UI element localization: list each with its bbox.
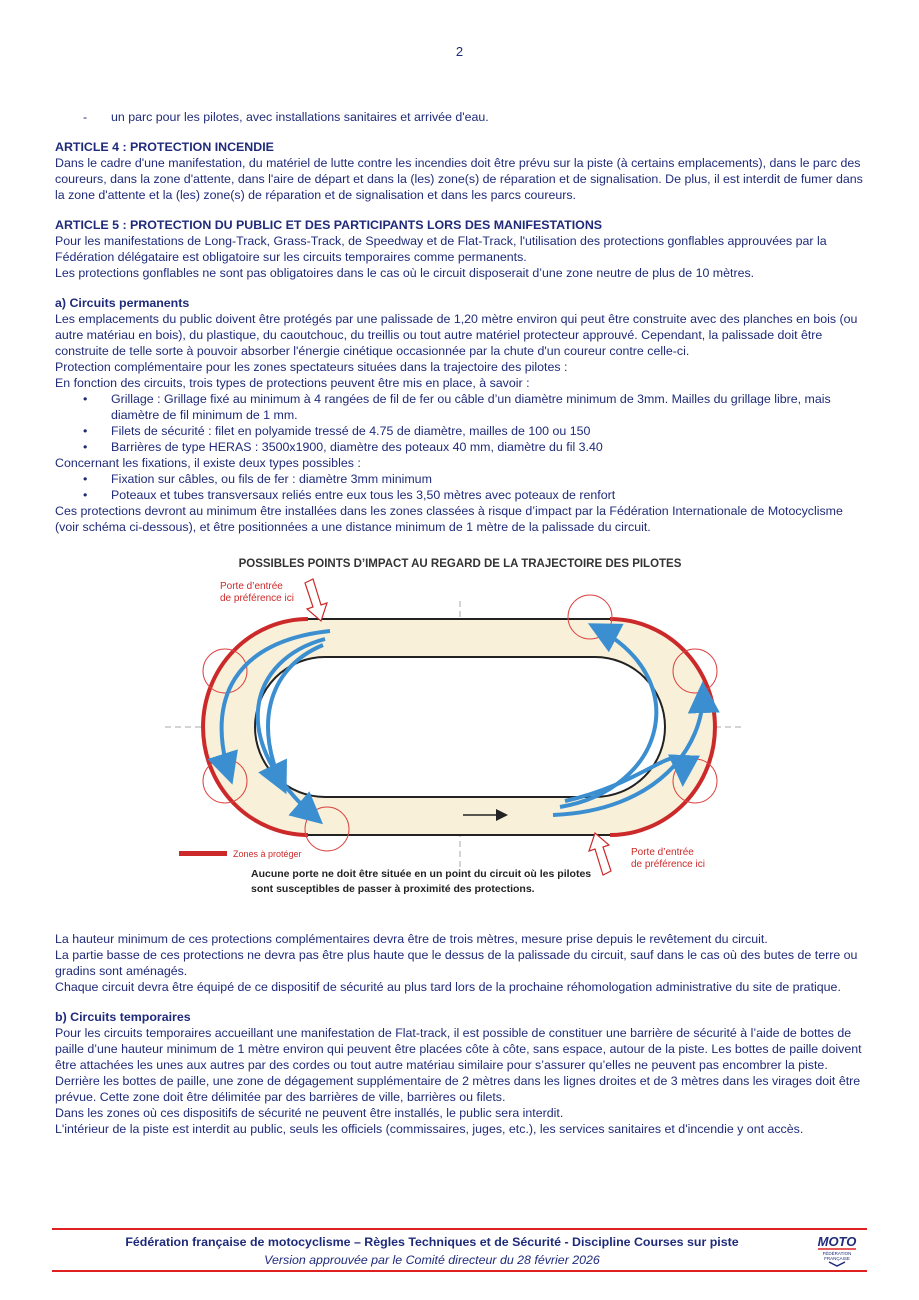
list-item-text: Barrières de type HERAS : 3500x1900, diamètre des poteaux 40 mm, diamètre du fil 3.40 [111,440,603,454]
footer-title: Fédération française de motocyclisme – Règles Techniques et de Sécurité - Discipline Courses sur piste [125,1235,739,1249]
list-item-text: un parc pour les pilotes, avec installations sanitaires et arrivée d'eau. [111,110,489,124]
legend-swatch [179,851,227,856]
footer-subtitle: Version approuvée par le Comité directeur du 28 février 2026 [264,1253,600,1267]
track-impact-diagram [55,549,865,931]
list-item [55,391,865,423]
legend-label: Zones à protéger [233,849,302,859]
section-a-after-paragraph: La partie basse de ces protections ne devra pas être plus haute que le dessus de la palissade du circuit, sauf dans le cas où des butes de terre ou gradins sont aménagés. [55,948,858,978]
section-b-paragraph: L'intérieur de la piste est interdit au public, seuls les officiels (commissaires, juges, etc.), les services sanitaires et d'incendie y ont accès. [55,1122,804,1136]
figure-title: POSSIBLES POINTS D’IMPACT AU REGARD DE LA TRAJECTOIRE DES PILOTES [238,558,682,570]
bullet-marker: • [83,488,88,502]
section-a-paragraph: Ces protections devront au minimum être installées dans les zones classées à risque d’impact par la Fédération Internationale de Motocyclisme (voir schéma ci-dessous), et être positionnées a une distance minimum de 1 mètre de la palissade du circuit. [55,504,843,534]
ffm-logo [812,1233,862,1269]
entry-bottom-label: de préférence ici [631,859,705,870]
list-item [55,423,865,439]
list-item-text: Fixation sur câbles, ou fils de fer : diamètre 3mm minimum [111,472,432,486]
entry-gate-arrow-top [305,579,327,621]
figure-caption: sont susceptibles de passer à proximité des protections. [251,883,535,895]
list-marker: - [83,110,88,124]
footer-rule-top [52,1228,867,1230]
section-a-heading: a) Circuits permanents [55,296,190,310]
list-item-text: Grillage : Grillage fixé au minimum à 4 rangées de fil de fer ou câble d’un diamètre minimum de 3mm. Mailles du grillage libre, mais diamètre de fil minimum de 1 mm. [111,392,831,422]
entry-bottom-label: Porte d’entrée [631,847,694,858]
article-4-heading: ARTICLE 4 : PROTECTION INCENDIE [55,140,274,154]
section-a-paragraph: En fonction des circuits, trois types de protections peuvent être mis en place, à savoir : [55,376,530,390]
footer-rule-bottom [52,1270,867,1272]
article-5-heading: ARTICLE 5 : PROTECTION DU PUBLIC ET DES PARTICIPANTS LORS DES MANIFESTATIONS [55,218,603,232]
bullet-marker: • [83,440,88,454]
section-b-paragraph: Pour les circuits temporaires accueillant une manifestation de Flat-track, il est possible de constituer une barrière de sécurité à l’aide de bottes de paille d’une hauteur minimum de 1 mètre environ qui peuvent être placées côte à côte, sans espace, autour de la piste. Les bottes de paille doivent être attachées les unes aux autres par des cordes ou tout autre matériau similaire pour s’assurer qu’elles ne peuvent pas encombrer la piste. Derrière les bottes de paille, une zone de dégagement supplémentaire de 2 mètres dans les lignes droites et de 3 mètres dans les virages doit être prévue. Cette zone doit être délimitée par des barrières de ville, barrières ou filets. [55,1026,862,1104]
logo-sub: FRANÇAISE [824,1256,850,1261]
figure-caption: Aucune porte ne doit être située en un point du circuit où les pilotes [251,868,592,880]
list-item [55,109,865,125]
entry-top-label: Porte d’entrée [220,581,283,592]
section-b-heading: b) Circuits temporaires [55,1010,191,1024]
section-a-after-paragraph: Chaque circuit devra être équipé de ce dispositif de sécurité au plus tard lors de la prochaine réhomologation administrative du site de pratique. [55,980,841,994]
section-b-paragraph: Dans les zones où ces dispositifs de sécurité ne peuvent être installés, le public sera interdit. [55,1106,564,1120]
list-item [55,439,865,455]
entry-gate-arrow-bottom [589,833,611,875]
section-a-after-paragraph: La hauteur minimum de ces protections complémentaires devra être de trois mètres, mesure prise depuis le revêtement du circuit. [55,932,768,946]
protection-types-list [55,391,865,455]
logo-sub: FÉDÉRATION [822,1251,852,1256]
article-5-paragraph: Les protections gonflables ne sont pas obligatoires dans le cas où le circuit disposerait d’une zone neutre de plus de 10 mètres. [55,266,755,280]
logo-wordmark: MOTO [817,1234,857,1249]
section-a-paragraph: Concernant les fixations, il existe deux types possibles : [55,456,361,470]
article-5-paragraph: Pour les manifestations de Long-Track, Grass-Track, de Speedway et de Flat-Track, l'utilisation des protections gonflables approuvées par la Fédération délégataire est obligatoire sur les circuits temporaires comme permanents. [55,234,827,264]
document-body [55,109,865,1137]
list-item [55,471,865,487]
section-a-paragraph: Les emplacements du public doivent être protégés par une palissade de 1,20 mètre environ qui peut être construite avec des planches en bois (ou autre matériau en bois), du plastique, du caoutchouc, du treillis ou tout autre matériel protecteur approuvé. Cependant, la palissade doit être construite de telle sorte à pouvoir absorber l'énergie cinétique occasionnée par la chute d'un coureur contre celle-ci. [55,312,858,358]
page-number: 2 [455,44,464,59]
section-a-paragraph: Protection complémentaire pour les zones spectateurs situées dans la trajectoire des pilotes : [55,360,568,374]
bullet-marker: • [83,472,88,486]
entry-top-label: de préférence ici [220,593,294,604]
track-infield [255,657,665,797]
list-item-text: Filets de sécurité : filet en polyamide tressé de 4.75 de diamètre, mailles de 100 ou 150 [111,424,591,438]
list-item-text: Poteaux et tubes transversaux reliés entre eux tous les 3,50 mètres avec poteaux de renfort [111,488,616,502]
bullet-marker: • [83,392,88,406]
list-item [55,487,865,503]
bullet-marker: • [83,424,88,438]
article-4-text: Dans le cadre d'une manifestation, du matériel de lutte contre les incendies doit être prévu sur la piste (à certains emplacements), dans le parc des coureurs, dans la zone d'attente, dans l'aire de départ et dans la (les) zone(s) de réparation et de signalisation. De plus, il est interdit de fumer dans la zone d'attente et la (les) zone(s) de réparation et de signalisation et dans les parcs coureurs. [55,156,863,202]
fixation-types-list [55,471,865,503]
